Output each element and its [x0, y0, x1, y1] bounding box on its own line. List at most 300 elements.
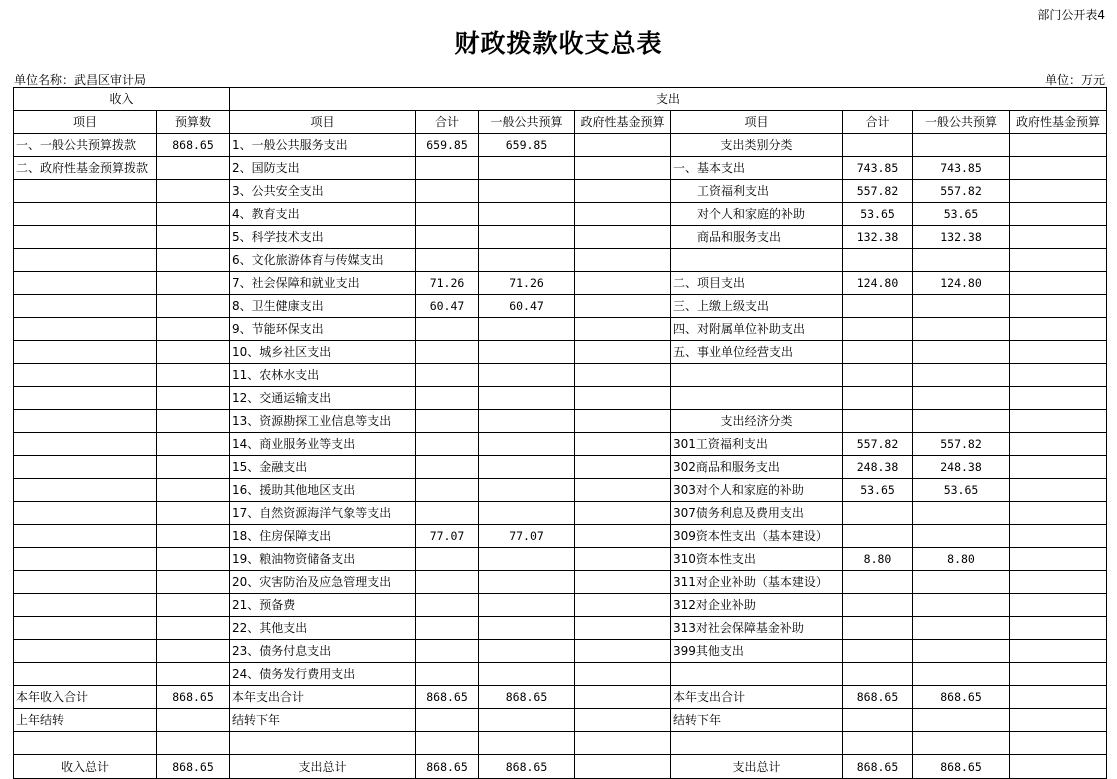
- expense-fund-cell: [575, 663, 671, 686]
- class-fund-cell: [1010, 617, 1107, 640]
- income-item-cell: 二、政府性基金预算拨款: [14, 157, 157, 180]
- table-row: [14, 433, 1107, 456]
- expense-item-cell: 5、科学技术支出: [230, 226, 416, 249]
- expense-total-cell: [416, 203, 479, 226]
- expense-general-cell: [479, 203, 575, 226]
- class-fund-cell: [1010, 249, 1107, 272]
- expense-fund-cell: [575, 226, 671, 249]
- expense-fund-cell: [575, 364, 671, 387]
- table-row: [14, 571, 1107, 594]
- col-header-general-budget: 一般公共预算: [479, 111, 575, 134]
- income-item-cell: [14, 433, 157, 456]
- class-item-cell: 商品和服务支出: [671, 226, 843, 249]
- income-budget-cell: [157, 433, 230, 456]
- currency-unit-label: 单位：万元: [1044, 73, 1105, 87]
- col-header-income-item: 项目: [14, 111, 157, 134]
- header-row-1: [14, 88, 1107, 111]
- table-row: [14, 134, 1107, 157]
- expense-item-cell: 15、金融支出: [230, 456, 416, 479]
- income-item-cell: [14, 663, 157, 686]
- expense-item-cell: 结转下年: [230, 709, 416, 732]
- income-budget-cell: [157, 617, 230, 640]
- expense-general-cell: [479, 387, 575, 410]
- class-general-cell: [913, 387, 1010, 410]
- class-total-cell: 743.85: [843, 157, 913, 180]
- expense-item-cell: 11、农林水支出: [230, 364, 416, 387]
- class-total-cell: [843, 571, 913, 594]
- expense-item-cell: 3、公共安全支出: [230, 180, 416, 203]
- class-fund-cell: [1010, 755, 1107, 779]
- table-row: [14, 203, 1107, 226]
- class-general-cell: [913, 318, 1010, 341]
- table-row: [14, 272, 1107, 295]
- expense-general-cell: [479, 226, 575, 249]
- class-total-cell: [843, 502, 913, 525]
- class-general-cell: [913, 410, 1010, 433]
- expense-fund-cell: [575, 249, 671, 272]
- income-item-cell: [14, 410, 157, 433]
- expense-total-cell: [416, 456, 479, 479]
- income-budget-cell: [157, 318, 230, 341]
- expense-total-cell: [416, 479, 479, 502]
- expense-total-cell: [416, 663, 479, 686]
- class-total-cell: 557.82: [843, 180, 913, 203]
- table-row: [14, 387, 1107, 410]
- expense-fund-cell: [575, 709, 671, 732]
- income-item-cell: [14, 249, 157, 272]
- expense-total-cell: [416, 640, 479, 663]
- table-row: [14, 525, 1107, 548]
- expense-fund-cell: [575, 157, 671, 180]
- table-row: [14, 548, 1107, 571]
- expense-general-cell: [479, 456, 575, 479]
- expense-general-cell: [479, 709, 575, 732]
- col-header-budget: 预算数: [157, 111, 230, 134]
- expense-total-cell: [416, 732, 479, 755]
- expense-general-cell: [479, 617, 575, 640]
- expense-total-cell: [416, 502, 479, 525]
- class-total-cell: [843, 134, 913, 157]
- income-item-cell: [14, 341, 157, 364]
- income-budget-cell: 868.65: [157, 134, 230, 157]
- expense-total-cell: [416, 387, 479, 410]
- income-budget-cell: [157, 709, 230, 732]
- table-row: [14, 502, 1107, 525]
- col-header-class-fund: 政府性基金预算: [1010, 111, 1107, 134]
- class-total-cell: [843, 318, 913, 341]
- class-fund-cell: [1010, 732, 1107, 755]
- class-general-cell: 868.65: [913, 686, 1010, 709]
- expense-item-cell: 18、住房保障支出: [230, 525, 416, 548]
- expense-general-cell: [479, 640, 575, 663]
- expense-fund-cell: [575, 180, 671, 203]
- expense-general-cell: [479, 180, 575, 203]
- class-item-cell: [671, 249, 843, 272]
- expense-general-cell: 60.47: [479, 295, 575, 318]
- expense-fund-cell: [575, 548, 671, 571]
- class-item-cell: 二、项目支出: [671, 272, 843, 295]
- class-general-cell: 248.38: [913, 456, 1010, 479]
- col-header-total: 合计: [416, 111, 479, 134]
- class-total-cell: [843, 249, 913, 272]
- class-item-cell: 本年支出合计: [671, 686, 843, 709]
- income-budget-cell: [157, 663, 230, 686]
- expense-header: 支出: [230, 88, 1107, 111]
- table-row: [14, 732, 1107, 755]
- expense-total-cell: [416, 594, 479, 617]
- class-general-cell: [913, 134, 1010, 157]
- income-budget-cell: [157, 410, 230, 433]
- class-fund-cell: [1010, 203, 1107, 226]
- class-general-cell: [913, 341, 1010, 364]
- expense-general-cell: [479, 157, 575, 180]
- class-fund-cell: [1010, 433, 1107, 456]
- expense-item-cell: 19、粮油物资储备支出: [230, 548, 416, 571]
- class-fund-cell: [1010, 272, 1107, 295]
- income-budget-cell: [157, 295, 230, 318]
- class-general-cell: [913, 249, 1010, 272]
- class-general-cell: 868.65: [913, 755, 1010, 779]
- expense-fund-cell: [575, 640, 671, 663]
- table-row: [14, 180, 1107, 203]
- class-general-cell: [913, 525, 1010, 548]
- header-row-2: [14, 111, 1107, 134]
- income-item-cell: [14, 364, 157, 387]
- class-item-cell: 312对企业补助: [671, 594, 843, 617]
- class-item-cell: 313对社会保障基金补助: [671, 617, 843, 640]
- expense-item-cell: 10、城乡社区支出: [230, 341, 416, 364]
- expense-total-cell: [416, 433, 479, 456]
- class-fund-cell: [1010, 594, 1107, 617]
- expense-general-cell: 77.07: [479, 525, 575, 548]
- class-general-cell: [913, 617, 1010, 640]
- table-row: [14, 295, 1107, 318]
- expense-fund-cell: [575, 341, 671, 364]
- income-budget-cell: [157, 525, 230, 548]
- expense-item-cell: 支出总计: [230, 755, 416, 779]
- table-row: [14, 226, 1107, 249]
- class-general-cell: 557.82: [913, 180, 1010, 203]
- class-total-cell: 53.65: [843, 479, 913, 502]
- expense-general-cell: [479, 479, 575, 502]
- class-general-cell: [913, 502, 1010, 525]
- class-total-cell: [843, 594, 913, 617]
- class-fund-cell: [1010, 157, 1107, 180]
- expense-fund-cell: [575, 433, 671, 456]
- class-item-cell: [671, 732, 843, 755]
- expense-fund-cell: [575, 387, 671, 410]
- class-total-cell: [843, 732, 913, 755]
- class-total-cell: [843, 709, 913, 732]
- income-budget-cell: [157, 272, 230, 295]
- expense-general-cell: [479, 594, 575, 617]
- expense-general-cell: [479, 732, 575, 755]
- expense-general-cell: 659.85: [479, 134, 575, 157]
- income-header: 收入: [14, 88, 230, 111]
- income-budget-cell: [157, 732, 230, 755]
- class-item-cell: 309资本性支出（基本建设）: [671, 525, 843, 548]
- income-item-cell: [14, 640, 157, 663]
- class-item-cell: 工资福利支出: [671, 180, 843, 203]
- class-total-cell: [843, 364, 913, 387]
- expense-total-cell: 71.26: [416, 272, 479, 295]
- class-general-cell: [913, 571, 1010, 594]
- expense-fund-cell: [575, 732, 671, 755]
- class-total-cell: [843, 663, 913, 686]
- class-total-cell: 868.65: [843, 686, 913, 709]
- class-general-cell: 8.80: [913, 548, 1010, 571]
- class-fund-cell: [1010, 502, 1107, 525]
- expense-general-cell: [479, 341, 575, 364]
- expense-item-cell: 24、债务发行费用支出: [230, 663, 416, 686]
- class-fund-cell: [1010, 387, 1107, 410]
- table-row: [14, 249, 1107, 272]
- income-item-cell: [14, 525, 157, 548]
- page-title: 财政拨款收支总表: [454, 29, 663, 58]
- income-budget-cell: 868.65: [157, 755, 230, 779]
- table-row: [14, 663, 1107, 686]
- expense-total-cell: [416, 410, 479, 433]
- expense-item-cell: 16、援助其他地区支出: [230, 479, 416, 502]
- class-general-cell: [913, 663, 1010, 686]
- class-total-cell: [843, 295, 913, 318]
- class-fund-cell: [1010, 226, 1107, 249]
- expense-fund-cell: [575, 134, 671, 157]
- expense-total-cell: [416, 571, 479, 594]
- expense-total-cell: [416, 157, 479, 180]
- class-total-cell: [843, 525, 913, 548]
- class-item-cell: 311对企业补助（基本建设）: [671, 571, 843, 594]
- expense-item-cell: [230, 732, 416, 755]
- income-item-cell: 一、一般公共预算拨款: [14, 134, 157, 157]
- expense-total-cell: [416, 617, 479, 640]
- class-item-cell: 301工资福利支出: [671, 433, 843, 456]
- class-fund-cell: [1010, 410, 1107, 433]
- income-budget-cell: [157, 387, 230, 410]
- class-item-cell: 对个人和家庭的补助: [671, 203, 843, 226]
- class-total-cell: 8.80: [843, 548, 913, 571]
- expense-total-cell: [416, 226, 479, 249]
- income-item-cell: [14, 387, 157, 410]
- expense-total-cell: [416, 548, 479, 571]
- expense-item-cell: 7、社会保障和就业支出: [230, 272, 416, 295]
- class-item-cell: 支出类别分类: [671, 134, 843, 157]
- expense-item-cell: 本年支出合计: [230, 686, 416, 709]
- income-budget-cell: 868.65: [157, 686, 230, 709]
- expense-fund-cell: [575, 755, 671, 779]
- expense-total-cell: [416, 364, 479, 387]
- class-general-cell: [913, 594, 1010, 617]
- expense-general-cell: [479, 663, 575, 686]
- table-row: [14, 709, 1107, 732]
- income-item-cell: [14, 617, 157, 640]
- table-row: [14, 686, 1107, 709]
- col-header-class-general: 一般公共预算: [913, 111, 1010, 134]
- income-budget-cell: [157, 594, 230, 617]
- expense-total-cell: 659.85: [416, 134, 479, 157]
- income-item-cell: [14, 456, 157, 479]
- class-item-cell: 307债务利息及费用支出: [671, 502, 843, 525]
- class-fund-cell: [1010, 571, 1107, 594]
- table-row: [14, 617, 1107, 640]
- class-general-cell: [913, 709, 1010, 732]
- class-item-cell: 结转下年: [671, 709, 843, 732]
- class-total-cell: [843, 640, 913, 663]
- expense-fund-cell: [575, 410, 671, 433]
- expense-item-cell: 12、交通运输支出: [230, 387, 416, 410]
- class-fund-cell: [1010, 709, 1107, 732]
- table-row: [14, 479, 1107, 502]
- expense-item-cell: 13、资源勘探工业信息等支出: [230, 410, 416, 433]
- expense-item-cell: 20、灾害防治及应急管理支出: [230, 571, 416, 594]
- class-item-cell: 支出经济分类: [671, 410, 843, 433]
- expense-item-cell: 17、自然资源海洋气象等支出: [230, 502, 416, 525]
- class-fund-cell: [1010, 134, 1107, 157]
- col-header-fund-budget: 政府性基金预算: [575, 111, 671, 134]
- class-item-cell: 一、基本支出: [671, 157, 843, 180]
- class-total-cell: [843, 617, 913, 640]
- class-fund-cell: [1010, 525, 1107, 548]
- class-total-cell: [843, 341, 913, 364]
- class-fund-cell: [1010, 548, 1107, 571]
- fiscal-summary-table: [13, 87, 1107, 779]
- expense-general-cell: [479, 318, 575, 341]
- class-general-cell: 132.38: [913, 226, 1010, 249]
- income-item-cell: [14, 272, 157, 295]
- income-budget-cell: [157, 640, 230, 663]
- class-total-cell: 124.80: [843, 272, 913, 295]
- expense-general-cell: [479, 249, 575, 272]
- expense-total-cell: [416, 318, 479, 341]
- income-item-cell: 收入总计: [14, 755, 157, 779]
- class-general-cell: [913, 295, 1010, 318]
- expense-general-cell: [479, 433, 575, 456]
- income-budget-cell: [157, 203, 230, 226]
- class-item-cell: 310资本性支出: [671, 548, 843, 571]
- expense-fund-cell: [575, 502, 671, 525]
- class-total-cell: 53.65: [843, 203, 913, 226]
- class-item-cell: 五、事业单位经营支出: [671, 341, 843, 364]
- income-item-cell: [14, 295, 157, 318]
- class-total-cell: [843, 387, 913, 410]
- expense-general-cell: [479, 364, 575, 387]
- class-general-cell: [913, 732, 1010, 755]
- expense-item-cell: 23、债务付息支出: [230, 640, 416, 663]
- col-header-class-item: 项目: [671, 111, 843, 134]
- income-item-cell: [14, 502, 157, 525]
- expense-total-cell: [416, 341, 479, 364]
- class-total-cell: 557.82: [843, 433, 913, 456]
- class-general-cell: 53.65: [913, 203, 1010, 226]
- income-budget-cell: [157, 249, 230, 272]
- class-general-cell: 557.82: [913, 433, 1010, 456]
- expense-item-cell: 22、其他支出: [230, 617, 416, 640]
- income-budget-cell: [157, 341, 230, 364]
- table-row: [14, 594, 1107, 617]
- income-item-cell: [14, 203, 157, 226]
- class-fund-cell: [1010, 318, 1107, 341]
- expense-item-cell: 21、预备费: [230, 594, 416, 617]
- class-general-cell: 124.80: [913, 272, 1010, 295]
- class-item-cell: 302商品和服务支出: [671, 456, 843, 479]
- class-fund-cell: [1010, 295, 1107, 318]
- expense-total-cell: [416, 249, 479, 272]
- class-item-cell: 四、对附属单位补助支出: [671, 318, 843, 341]
- class-item-cell: [671, 364, 843, 387]
- expense-fund-cell: [575, 617, 671, 640]
- income-item-cell: [14, 479, 157, 502]
- class-fund-cell: [1010, 180, 1107, 203]
- expense-general-cell: [479, 502, 575, 525]
- income-item-cell: [14, 318, 157, 341]
- expense-fund-cell: [575, 318, 671, 341]
- expense-fund-cell: [575, 295, 671, 318]
- expense-total-cell: 60.47: [416, 295, 479, 318]
- class-item-cell: 399其他支出: [671, 640, 843, 663]
- col-header-class-total: 合计: [843, 111, 913, 134]
- class-fund-cell: [1010, 640, 1107, 663]
- income-item-cell: [14, 180, 157, 203]
- income-item-cell: 上年结转: [14, 709, 157, 732]
- table-row: [14, 157, 1107, 180]
- expense-general-cell: [479, 410, 575, 433]
- class-fund-cell: [1010, 663, 1107, 686]
- table-row: [14, 364, 1107, 387]
- class-total-cell: 132.38: [843, 226, 913, 249]
- expense-total-cell: [416, 709, 479, 732]
- class-general-cell: [913, 364, 1010, 387]
- class-item-cell: 三、上缴上级支出: [671, 295, 843, 318]
- expense-general-cell: 868.65: [479, 755, 575, 779]
- expense-fund-cell: [575, 203, 671, 226]
- class-fund-cell: [1010, 479, 1107, 502]
- income-item-cell: [14, 594, 157, 617]
- expense-total-cell: 77.07: [416, 525, 479, 548]
- expense-fund-cell: [575, 594, 671, 617]
- income-budget-cell: [157, 456, 230, 479]
- expense-item-cell: 4、教育支出: [230, 203, 416, 226]
- expense-item-cell: 9、节能环保支出: [230, 318, 416, 341]
- income-budget-cell: [157, 548, 230, 571]
- income-item-cell: [14, 548, 157, 571]
- income-budget-cell: [157, 157, 230, 180]
- expense-total-cell: 868.65: [416, 686, 479, 709]
- income-budget-cell: [157, 502, 230, 525]
- table-row: [14, 318, 1107, 341]
- income-budget-cell: [157, 364, 230, 387]
- expense-item-cell: 8、卫生健康支出: [230, 295, 416, 318]
- income-item-cell: [14, 571, 157, 594]
- class-item-cell: [671, 663, 843, 686]
- expense-general-cell: 71.26: [479, 272, 575, 295]
- class-general-cell: [913, 640, 1010, 663]
- expense-general-cell: 868.65: [479, 686, 575, 709]
- income-budget-cell: [157, 479, 230, 502]
- table-number-label: 部门公开表4: [1037, 8, 1105, 22]
- class-total-cell: 248.38: [843, 456, 913, 479]
- income-budget-cell: [157, 180, 230, 203]
- expense-fund-cell: [575, 479, 671, 502]
- expense-fund-cell: [575, 571, 671, 594]
- expense-total-cell: [416, 180, 479, 203]
- income-item-cell: [14, 732, 157, 755]
- expense-general-cell: [479, 571, 575, 594]
- expense-item-cell: 2、国防支出: [230, 157, 416, 180]
- table-row: [14, 341, 1107, 364]
- class-fund-cell: [1010, 341, 1107, 364]
- expense-item-cell: 1、一般公共服务支出: [230, 134, 416, 157]
- unit-name-label: 单位名称：武昌区审计局: [14, 73, 147, 87]
